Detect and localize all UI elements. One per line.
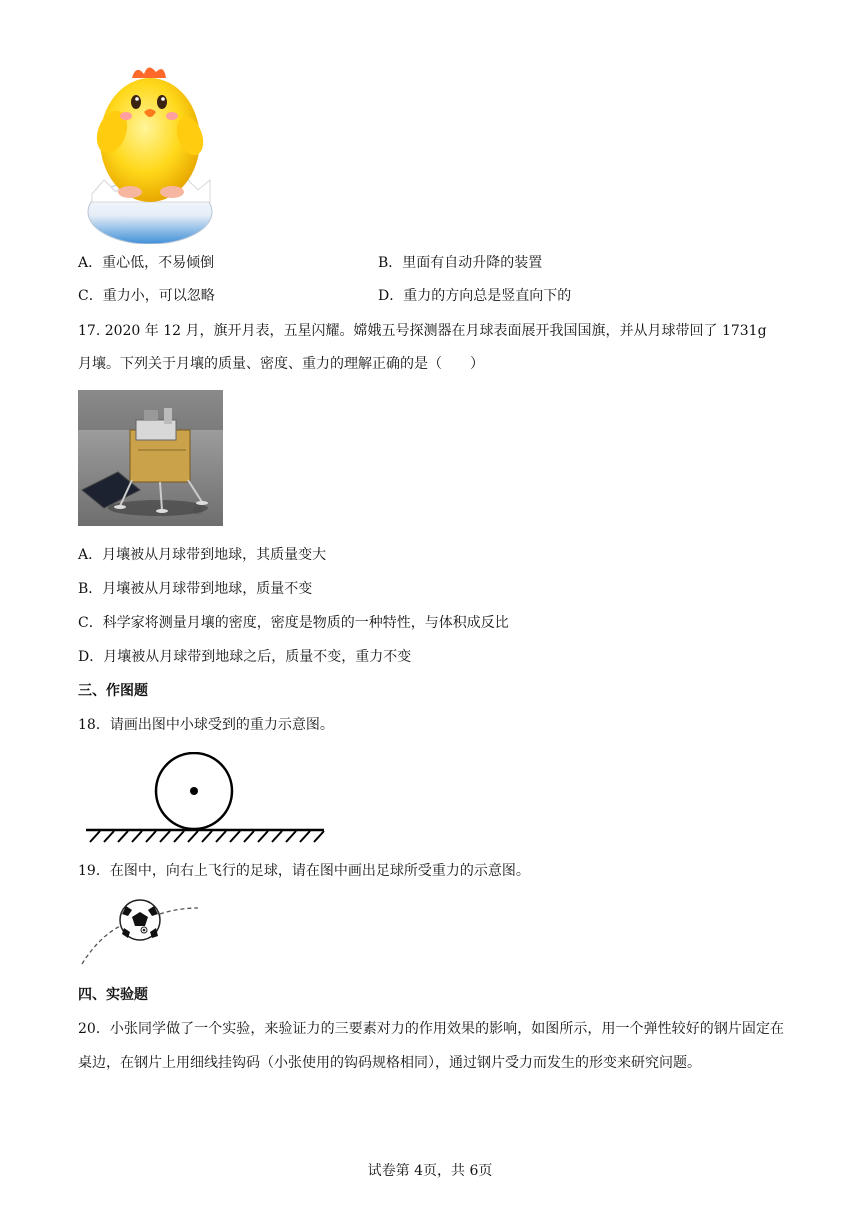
q17-stem-line1: 17. 2020 年 12 月，旗开月表，五星闪耀。嫦娥五号探测器在月球表面展开我国国旗，并从月球带回了 1731g — [78, 323, 767, 339]
q16-option-d: D．重力的方向总是竖直向下的 — [378, 288, 572, 304]
moon-lander-figure — [78, 390, 223, 526]
q17-option-c: C．科学家将测量月壤的密度，密度是物质的一种特性，与体积成反比 — [78, 615, 509, 631]
q17-stem-line2: 月壤。下列关于月壤的质量、密度、重力的理解正确的是（ ） — [78, 356, 484, 372]
section-heading-experiment: 四、实验题 — [78, 987, 148, 1003]
q16-option-c: C．重力小，可以忽略 — [78, 288, 215, 304]
q16-option-b: B．里面有自动升降的装置 — [378, 255, 543, 271]
q20-stem: 20．小张同学做了一个实验，来验证力的三要素对力的作用效果的影响，如图所示，用一个弹性较好的钢片固定在桌边，在钢片上用细线挂钩码（小张使用的钩码规格相同），通过钢片受力而发生的形变来研究问题。 — [78, 1021, 784, 1071]
q18-stem: 18．请画出图中小球受到的重力示意图。 — [78, 717, 334, 733]
soccer-ball-figure — [78, 898, 202, 968]
ball-on-ground-figure — [84, 752, 328, 844]
tumbler-chick-figure — [86, 62, 216, 244]
q17-option-b: B．月壤被从月球带到地球，质量不变 — [78, 581, 313, 597]
page-footer: 试卷第 4页，共 6页 — [367, 1163, 493, 1179]
q19-stem: 19．在图中，向右上飞行的足球，请在图中画出足球所受重力的示意图。 — [78, 863, 530, 879]
section-heading-drawing: 三、作图题 — [78, 683, 148, 699]
q17-option-d: D．月壤被从月球带到地球之后，质量不变，重力不变 — [78, 649, 412, 665]
q16-option-a: A．重心低，不易倾倒 — [78, 255, 215, 271]
q17-option-a: A．月壤被从月球带到地球，其质量变大 — [78, 547, 327, 563]
